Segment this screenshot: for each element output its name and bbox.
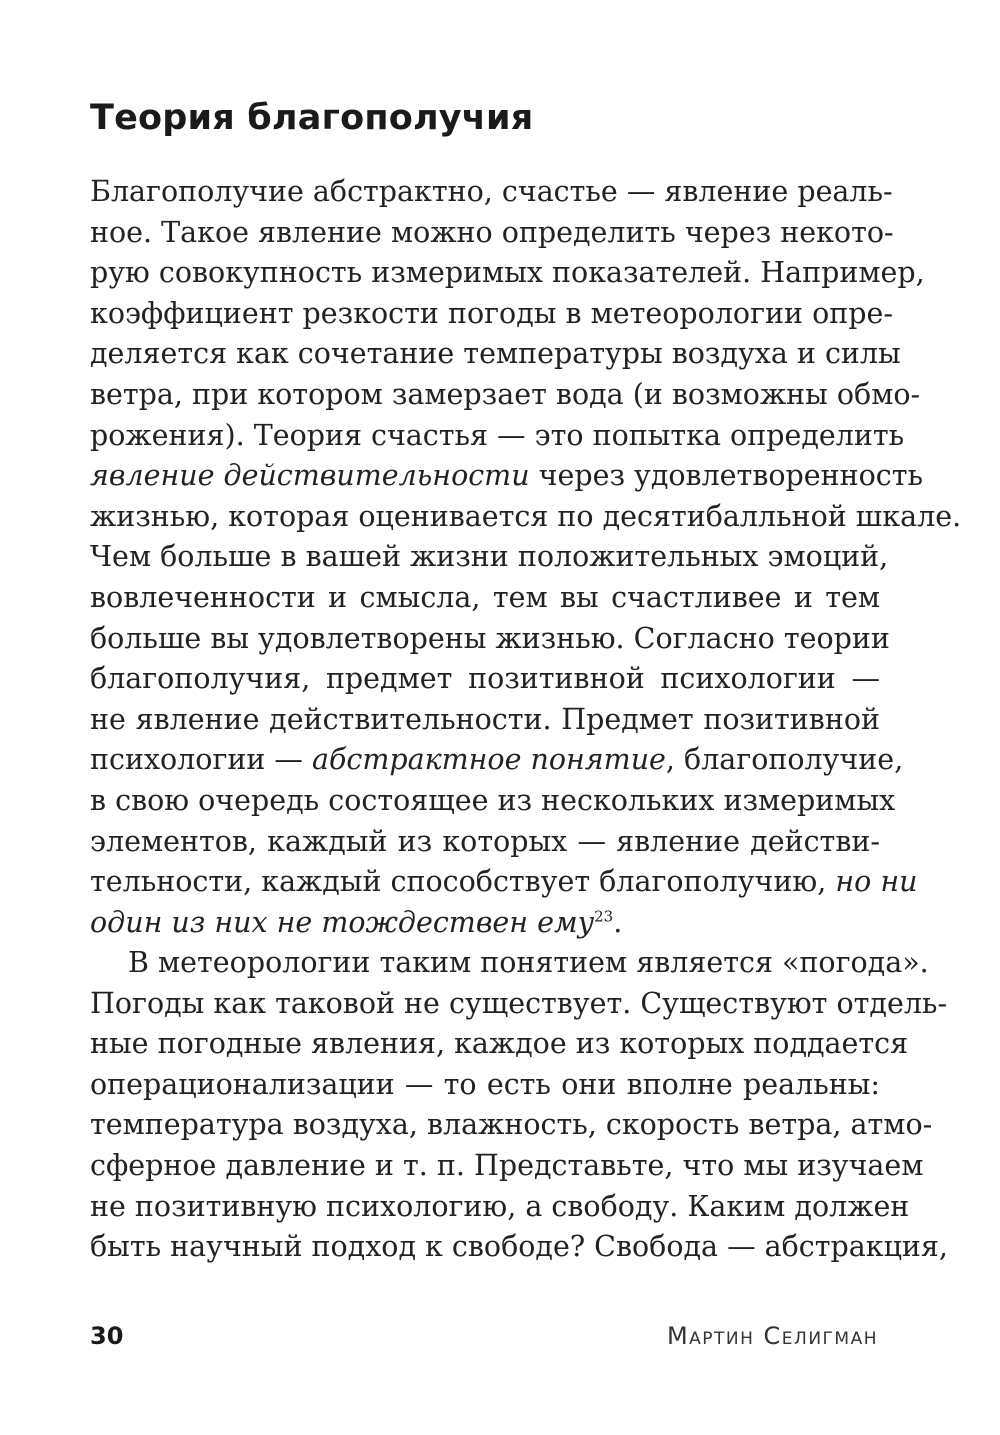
italic-text: явление действительности [90, 459, 530, 493]
text-line [90, 1187, 910, 1228]
text-line [90, 822, 880, 863]
text-line [90, 903, 880, 944]
section-heading: Теория благополучия [90, 98, 534, 138]
text-line [90, 375, 921, 416]
text-segment: быть научный подход к свободе? Свобода — абстракция, [90, 1230, 948, 1264]
text-line [90, 659, 880, 700]
text-segment: рожения). Теория счастья — это попытка определить [90, 418, 905, 452]
text-line [90, 619, 890, 660]
text-line [90, 1065, 880, 1106]
page-number: 30 [90, 1322, 124, 1350]
running-footer-author: Мартин Селигман [666, 1322, 878, 1350]
text-line [90, 213, 894, 254]
text-line [90, 537, 889, 578]
text-line [90, 700, 880, 741]
text-segment: Чем больше в вашей жизни положительных эмоций, [90, 540, 889, 574]
text-line [90, 862, 918, 903]
text-segment: температура воздуха, влажность, скорость ветра, атмо- [90, 1108, 933, 1142]
text-segment: психологии — [90, 743, 312, 777]
text-segment: не позитивную психологию, а свободу. Каким должен [90, 1189, 910, 1223]
text-line [90, 334, 901, 375]
text-line [90, 984, 948, 1025]
text-line [90, 1024, 909, 1065]
text-line [90, 1146, 924, 1187]
text-segment: вовлеченности и смысла, тем вы счастливее и тем [90, 580, 880, 614]
text-segment: , благополучие, [665, 743, 904, 777]
text-segment: ные погодные явления, каждое из которых поддается [90, 1027, 909, 1061]
text-segment: коэффициент резкости погоды в метеорологии опре- [90, 296, 893, 330]
italic-text: но ни [835, 865, 918, 899]
paragraph-1 [90, 172, 962, 943]
text-line [90, 781, 896, 822]
text-segment: рую совокупность измеримых показателей. Например, [90, 256, 925, 290]
text-segment: не явление действительности. Предмет позитивной [90, 702, 880, 736]
footnote-ref: 23 [594, 907, 614, 926]
text-line [90, 1227, 948, 1268]
text-segment: тельности, каждый способствует благополучию, [90, 865, 836, 899]
text-segment: сферное давление и т. п. Представьте, что мы изучаем [90, 1148, 924, 1182]
text-line [90, 253, 925, 294]
italic-text: абстрактное понятие [312, 743, 666, 777]
text-line [90, 578, 880, 619]
text-segment: ветра, при котором замерзает вода (и возможны обмо- [90, 377, 921, 411]
text-line [90, 1105, 933, 1146]
text-segment: операционализации — то есть они вполне реальны: [90, 1067, 880, 1101]
text-segment: больше вы удовлетворены жизнью. Согласно теории [90, 621, 890, 655]
text-line [90, 740, 904, 781]
text-segment: Погоды как таковой не существует. Существуют отдель- [90, 986, 948, 1020]
text-line [90, 172, 893, 213]
text-segment: благополучия, предмет позитивной психологии — [90, 662, 880, 696]
italic-text: один из них не тождествен ему [90, 905, 595, 939]
text-segment: в свою очередь состоящее из нескольких измеримых [90, 783, 896, 817]
text-segment: деляется как сочетание температуры воздуха и силы [90, 337, 901, 371]
text-segment: . [613, 905, 623, 939]
text-segment: В метеорологии таким понятием является «погода». [128, 946, 929, 979]
text-line [90, 456, 924, 497]
text-segment: ное. Такое явление можно определить через некото- [90, 215, 894, 249]
text-segment: через удовлетворенность [529, 459, 924, 493]
text-segment: элементов, каждый из которых — явление действи- [90, 824, 880, 858]
text-line [90, 497, 962, 538]
text-line [90, 943, 929, 984]
text-line [90, 294, 893, 335]
text-segment: Благополучие абстрактно, счастье — явление реаль- [90, 175, 893, 208]
paragraph-2 [90, 943, 948, 1268]
text-segment: жизнью, которая оценивается по десятибалльной шкале. [90, 499, 962, 533]
text-line [90, 416, 905, 457]
